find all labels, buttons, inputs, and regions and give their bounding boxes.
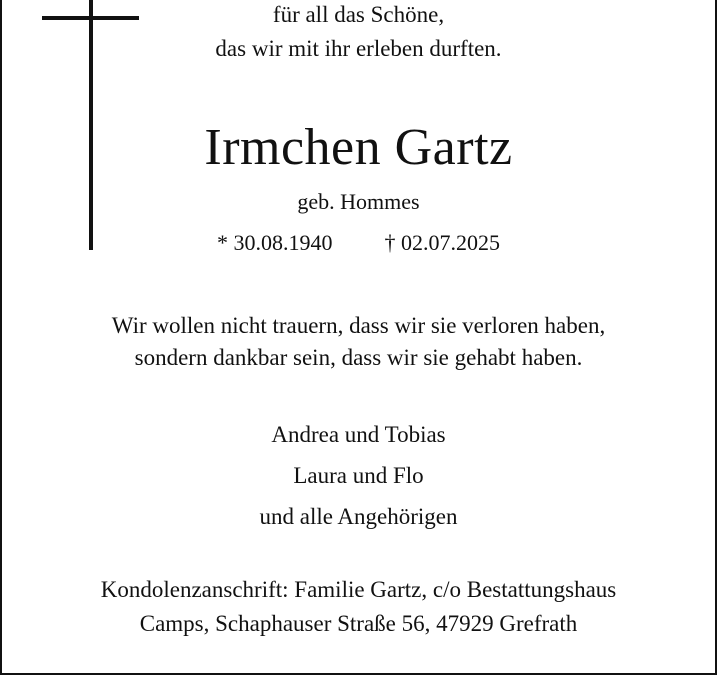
deceased-name: Irmchen Gartz bbox=[204, 119, 513, 176]
intro-line-2: das wir mit ihr erleben durften. bbox=[215, 36, 502, 61]
mourner-line-3: und alle Angehörigen bbox=[259, 504, 458, 529]
quote-line-1: Wir wollen nicht trauern, dass wir sie verloren haben, bbox=[111, 313, 606, 338]
birth-date: * 30.08.1940 bbox=[217, 230, 333, 255]
mourner-line-1: Andrea und Tobias bbox=[271, 422, 446, 447]
life-dates bbox=[0, 230, 717, 256]
death-date: † 02.07.2025 bbox=[384, 230, 500, 255]
mourner-line-2: Laura und Flo bbox=[293, 463, 424, 488]
contact-line-2: Camps, Schaphauser Straße 56, 47929 Grefrath bbox=[139, 611, 578, 636]
maiden-name: geb. Hommes bbox=[297, 189, 420, 214]
quote-line-2: sondern dankbar sein, dass wir sie gehabt haben. bbox=[134, 345, 583, 370]
contact-line-1: Kondolenzanschrift: Familie Gartz, c/o Bestattungshaus bbox=[100, 577, 617, 602]
intro-line-1: für all das Schöne, bbox=[272, 2, 445, 27]
